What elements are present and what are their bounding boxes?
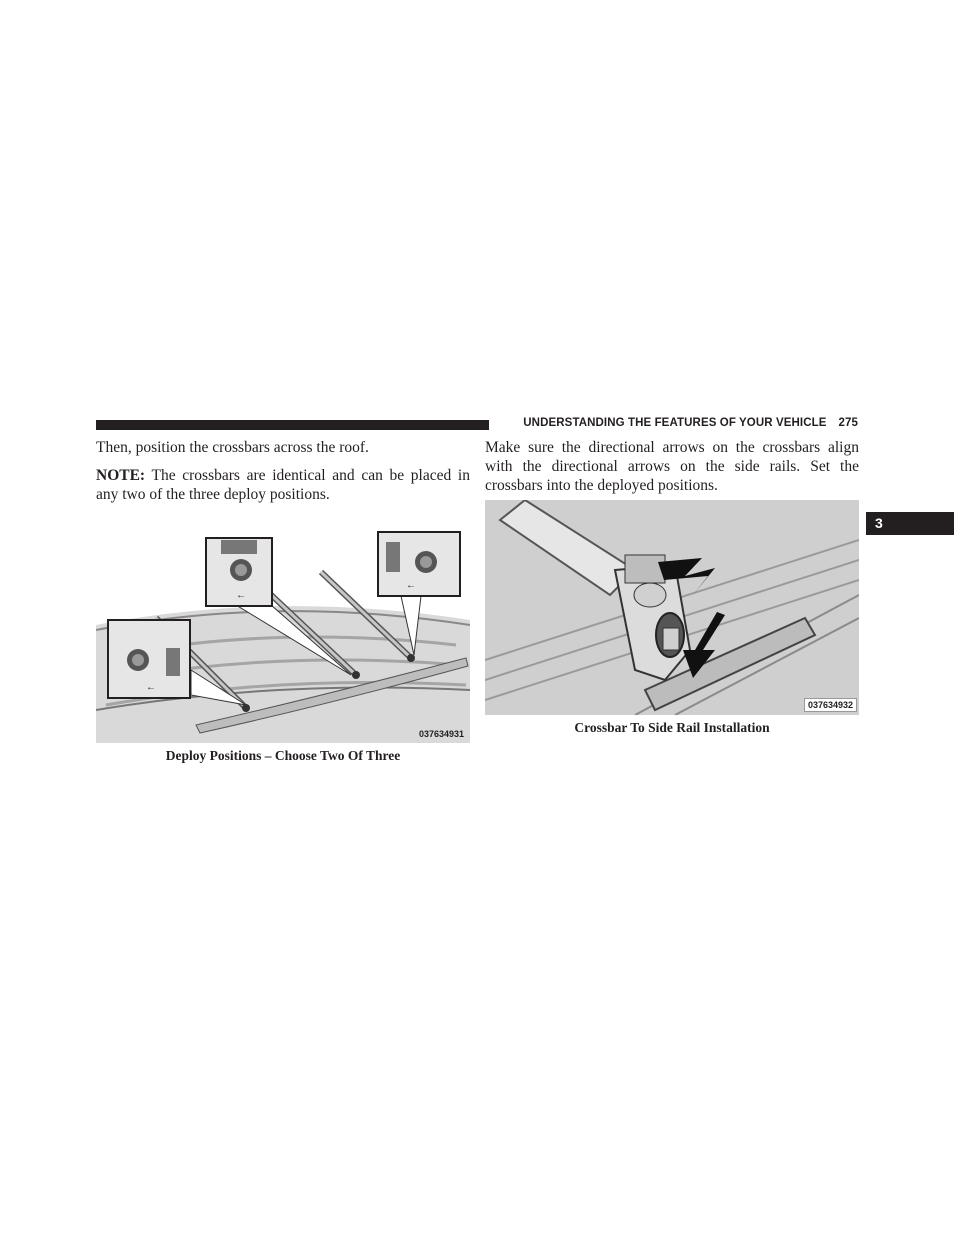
section-title: UNDERSTANDING THE FEATURES OF YOUR VEHICLE [523, 417, 827, 429]
chapter-tab: 3 [866, 512, 954, 535]
note-label: NOTE: [96, 467, 146, 484]
crossbar-deploy-illustration [96, 530, 470, 743]
figure-id: 037634931 [418, 729, 464, 739]
crossbar-rail-illustration [485, 500, 859, 715]
svg-text:←: ← [236, 590, 246, 601]
header-rule [96, 420, 489, 430]
running-header [498, 417, 858, 429]
note-text: The crossbars are identical and can be placed in any two of the three deploy positions. [96, 467, 470, 504]
figure-deploy-positions [96, 530, 470, 743]
paragraph-align-arrows: Make sure the directional arrows on the crossbars align with the directional arrows on the side rails. Set the crossbars into the deployed positions. [485, 439, 859, 495]
paragraph-position-crossbars: Then, position the crossbars across the roof. [96, 439, 369, 456]
figure-caption: Crossbar To Side Rail Installation [574, 720, 770, 735]
figure-caption: Deploy Positions – Choose Two Of Three [165, 748, 401, 763]
svg-text:←: ← [146, 682, 156, 693]
page-number: 275 [838, 417, 858, 429]
figure-crossbar-rail [485, 500, 859, 715]
figure-id: 037634932 [804, 698, 857, 712]
svg-text:←: ← [406, 580, 416, 591]
note-paragraph [96, 466, 470, 504]
